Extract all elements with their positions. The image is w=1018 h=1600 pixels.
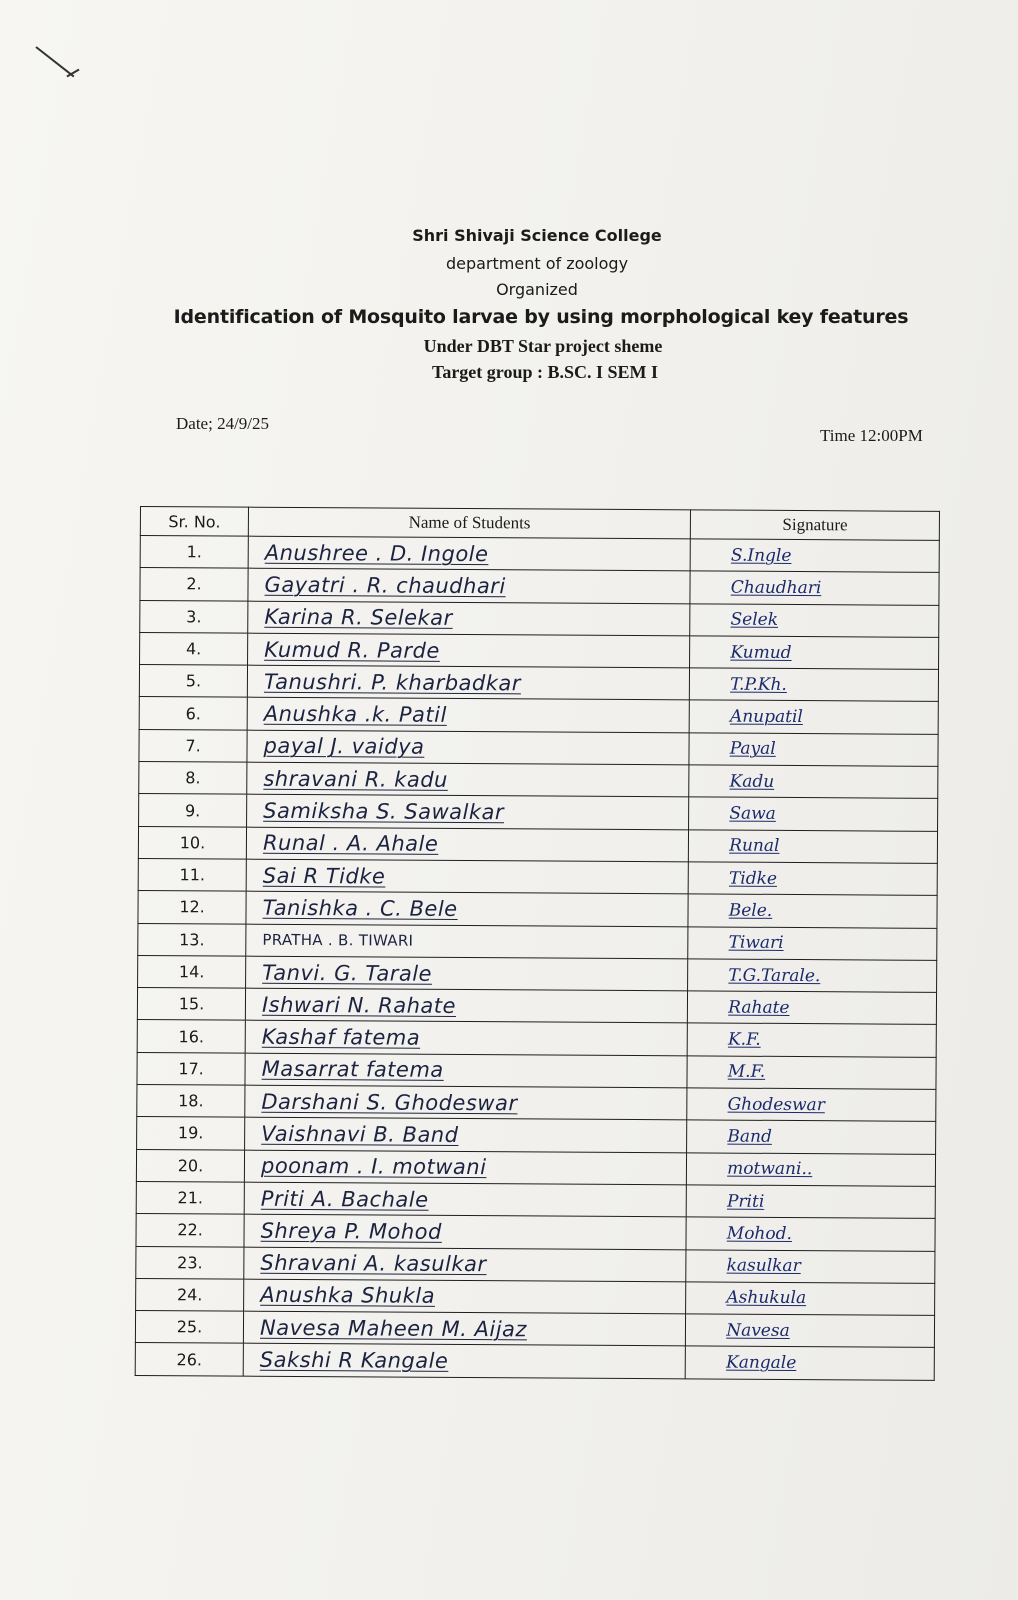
student-name: Karina R. Selekar <box>264 604 453 631</box>
row-serial-number: 5. <box>139 665 247 698</box>
student-name: Kumud R. Parde <box>264 637 440 663</box>
organized-label: Organized <box>496 280 578 299</box>
table-row <box>139 729 938 766</box>
student-name: poonam . I. motwani <box>260 1154 487 1180</box>
table-body <box>135 536 939 1381</box>
student-signature: Bele. <box>728 900 773 921</box>
row-serial-number: 25. <box>135 1311 243 1344</box>
row-signature-cell <box>687 1152 936 1186</box>
row-signature-cell <box>689 765 938 799</box>
row-signature-cell <box>689 830 938 864</box>
row-serial-number: 15. <box>137 988 245 1021</box>
row-serial-number: 22. <box>136 1214 244 1247</box>
table-row <box>136 1181 935 1218</box>
table-row <box>136 1149 935 1186</box>
student-name: Kashaf fatema <box>261 1024 421 1050</box>
table-row <box>138 923 937 960</box>
student-name: Ishwari N. Rahate <box>261 992 457 1018</box>
row-signature-cell <box>688 926 937 960</box>
student-signature: Tidke <box>728 868 778 889</box>
row-signature-cell <box>689 733 938 767</box>
student-signature: Chaudhari <box>730 577 822 599</box>
table-row <box>135 1343 934 1380</box>
table-row <box>140 600 939 637</box>
table-row <box>139 697 938 734</box>
student-name: Gayatri . R. chaudhari <box>264 572 506 599</box>
table-row <box>135 1311 934 1348</box>
row-signature-cell <box>687 1056 936 1090</box>
row-serial-number: 26. <box>135 1343 243 1376</box>
pen-mark <box>35 46 74 77</box>
row-signature-cell <box>688 959 937 993</box>
student-name: Darshani S. Ghodeswar <box>261 1089 518 1116</box>
table-row <box>140 536 939 573</box>
student-signature: Mohod. <box>726 1223 793 1244</box>
student-signature: Sawa <box>729 803 776 824</box>
student-signature: Rahate <box>728 997 790 1018</box>
row-name-cell <box>246 924 688 959</box>
row-signature-cell <box>688 862 937 896</box>
student-signature: Kadu <box>729 771 775 792</box>
table-row <box>138 891 937 928</box>
student-signature: Ghodeswar <box>727 1094 825 1115</box>
student-signature: Ashukula <box>726 1288 807 1309</box>
student-name: Vaishnavi B. Band <box>261 1121 459 1147</box>
scheme-line: Under DBT Star project sheme <box>423 336 663 356</box>
attendance-table <box>135 506 940 1381</box>
row-name-cell <box>247 698 689 733</box>
row-signature-cell <box>690 636 939 670</box>
student-signature: Runal <box>729 835 780 857</box>
student-signature: T.G.Tarale. <box>728 965 821 986</box>
student-name: Priti A. Bachale <box>260 1186 429 1212</box>
table-row <box>137 1117 936 1154</box>
event-date: Date; 24/9/25 <box>176 414 270 433</box>
student-name: Tanishka . C. Bele <box>262 895 458 921</box>
row-name-cell <box>246 891 688 926</box>
student-name: Runal . A. Ahale <box>262 831 439 857</box>
row-serial-number: 6. <box>139 697 247 730</box>
row-name-cell <box>244 1182 686 1217</box>
row-serial-number: 11. <box>138 858 246 891</box>
event-title: Identification of Mosquito larvae by using morphological key features <box>173 306 909 328</box>
student-signature: kasulkar <box>726 1255 801 1277</box>
row-name-cell <box>248 536 690 571</box>
row-serial-number: 16. <box>137 1020 245 1053</box>
student-name: Sai R Tidke <box>262 863 386 889</box>
row-signature-cell <box>686 1282 935 1316</box>
row-signature-cell <box>686 1249 935 1283</box>
student-name: Shreya P. Mohod <box>260 1218 442 1244</box>
student-signature: Anupatil <box>729 706 803 728</box>
student-name: PRATHA . B. TIWARI <box>262 930 414 950</box>
row-name-cell <box>245 1021 687 1056</box>
table-row <box>139 794 938 831</box>
student-name: payal J. vaidya <box>263 734 425 760</box>
department-name: department of zoology <box>445 254 629 273</box>
row-name-cell <box>247 762 689 797</box>
row-serial-number: 1. <box>140 536 248 569</box>
student-signature: Band <box>727 1126 772 1147</box>
row-name-cell <box>245 1053 687 1088</box>
row-signature-cell <box>686 1185 935 1219</box>
row-serial-number: 14. <box>138 955 246 988</box>
student-name: Navesa Maheen M. Aijaz <box>259 1315 528 1342</box>
row-serial-number: 21. <box>136 1181 244 1214</box>
row-name-cell <box>243 1344 685 1379</box>
student-signature: Navesa <box>726 1320 790 1341</box>
event-time: Time 12:00PM <box>820 426 923 445</box>
student-signature: Selek <box>730 609 779 631</box>
student-signature: T.P.Kh. <box>730 674 787 695</box>
student-name: Anushka .k. Patil <box>263 701 447 728</box>
col-header-name: Name of Students <box>248 507 690 539</box>
student-signature: Payal <box>729 739 776 760</box>
table-row <box>138 826 937 863</box>
row-name-cell <box>246 827 688 862</box>
row-serial-number: 18. <box>137 1085 245 1118</box>
row-name-cell <box>244 1150 686 1185</box>
student-signature: Priti <box>726 1191 765 1212</box>
row-name-cell <box>244 1214 686 1249</box>
table-row <box>139 762 938 799</box>
student-signature: M.F. <box>727 1061 766 1083</box>
row-name-cell <box>244 1247 686 1282</box>
college-name: Shri Shivaji Science College <box>412 226 662 245</box>
row-name-cell <box>246 859 688 894</box>
row-signature-cell <box>688 894 937 928</box>
table-row <box>139 665 938 702</box>
row-signature-cell <box>690 539 939 573</box>
row-signature-cell <box>687 1023 936 1057</box>
row-signature-cell <box>690 571 939 605</box>
row-signature-cell <box>689 700 938 734</box>
row-signature-cell <box>687 1120 936 1154</box>
student-name: Masarrat fatema <box>261 1057 444 1083</box>
student-signature: K.F. <box>727 1029 761 1050</box>
table-row <box>138 955 937 992</box>
student-signature: Kangale <box>725 1352 797 1374</box>
student-name: Samiksha S. Sawalkar <box>263 798 505 825</box>
table-row <box>137 1020 936 1057</box>
table-row <box>140 632 939 669</box>
row-serial-number: 12. <box>138 891 246 924</box>
row-serial-number: 7. <box>139 729 247 762</box>
row-name-cell <box>248 601 690 636</box>
row-serial-number: 19. <box>137 1117 245 1150</box>
table-row <box>137 988 936 1025</box>
table-row <box>140 568 939 605</box>
student-name: Anushka Shukla <box>260 1283 436 1309</box>
row-serial-number: 17. <box>137 1052 245 1085</box>
col-header-signature: Signature <box>691 510 940 541</box>
row-serial-number: 4. <box>140 632 248 665</box>
row-serial-number: 24. <box>136 1278 244 1311</box>
row-name-cell <box>247 795 689 830</box>
student-name: Tanvi. G. Tarale <box>262 960 433 986</box>
col-header-sr-no: Sr. No. <box>140 507 248 537</box>
row-name-cell <box>246 956 688 991</box>
row-serial-number: 13. <box>138 923 246 956</box>
row-serial-number: 3. <box>140 600 248 633</box>
table-row <box>136 1246 935 1283</box>
row-name-cell <box>248 633 690 668</box>
target-group: Target group : B.SC. I SEM I <box>431 362 659 382</box>
row-name-cell <box>243 1311 685 1346</box>
row-name-cell <box>245 1085 687 1120</box>
row-name-cell <box>245 1117 687 1152</box>
student-name: Shravani A. kasulkar <box>260 1250 487 1277</box>
table-row <box>137 1085 936 1122</box>
row-signature-cell <box>687 1088 936 1122</box>
row-name-cell <box>245 988 687 1023</box>
row-serial-number: 10. <box>138 826 246 859</box>
row-signature-cell <box>690 668 939 702</box>
row-serial-number: 23. <box>136 1246 244 1279</box>
row-name-cell <box>247 730 689 765</box>
table-row <box>136 1214 935 1251</box>
row-serial-number: 9. <box>139 794 247 827</box>
row-serial-number: 8. <box>139 762 247 795</box>
student-signature: S.Ingle <box>730 545 792 566</box>
row-serial-number: 2. <box>140 568 248 601</box>
student-name: Anushree . D. Ingole <box>264 540 489 566</box>
row-signature-cell <box>686 1314 935 1348</box>
row-signature-cell <box>688 991 937 1025</box>
row-serial-number: 20. <box>136 1149 244 1182</box>
student-signature: motwani.. <box>727 1158 813 1180</box>
row-signature-cell <box>689 797 938 831</box>
table-row <box>138 858 937 895</box>
row-name-cell <box>244 1279 686 1314</box>
row-name-cell <box>247 665 689 700</box>
row-signature-cell <box>685 1346 934 1380</box>
attendance-table-wrap <box>140 506 940 1376</box>
row-signature-cell <box>686 1217 935 1251</box>
student-name: shravani R. kadu <box>263 766 448 792</box>
student-signature: Kumud <box>730 642 792 663</box>
student-signature: Tiwari <box>728 932 784 954</box>
student-name: Sakshi R Kangale <box>259 1347 449 1373</box>
table-row <box>137 1052 936 1089</box>
row-signature-cell <box>690 603 939 637</box>
table-row <box>136 1278 935 1315</box>
student-name: Tanushri. P. kharbadkar <box>263 669 522 696</box>
row-name-cell <box>248 568 690 603</box>
